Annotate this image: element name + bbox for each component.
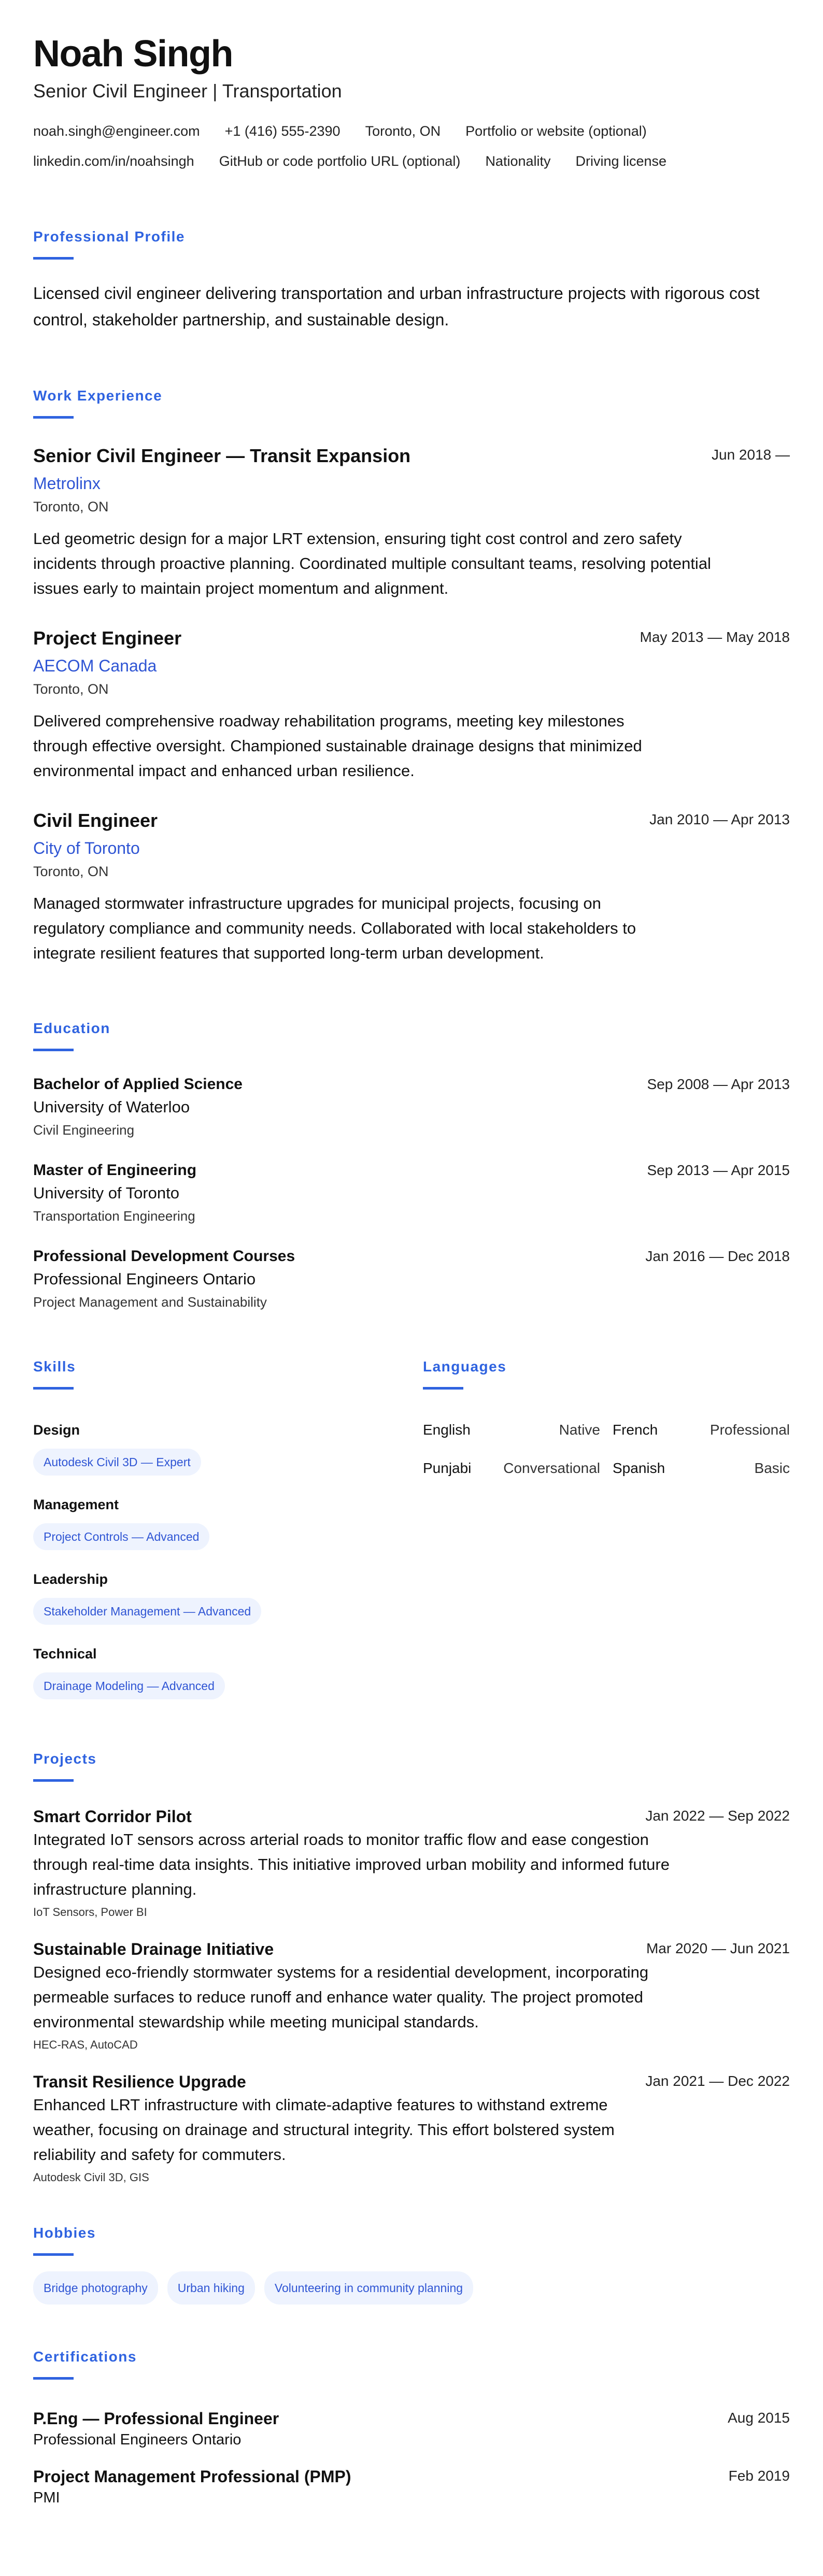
contact-linkedin[interactable]: linkedin.com/in/noahsingh bbox=[33, 153, 194, 169]
section-divider bbox=[33, 2377, 74, 2380]
project-description: Enhanced LRT infrastructure with climate-adaptive features to withstand extreme weather, focusing on drainage and structural integrity. This effort bolstered system reliability and safety for commuters. bbox=[33, 2096, 615, 2164]
job-title: Project Engineer bbox=[33, 627, 182, 649]
education-date: Sep 2013 — Apr 2015 bbox=[647, 1162, 790, 1178]
degree: Master of Engineering bbox=[33, 1162, 197, 1179]
certification-entry bbox=[33, 2466, 790, 2508]
job-company: Metrolinx bbox=[33, 474, 101, 493]
section-title: Languages bbox=[423, 1358, 507, 1375]
experience-section bbox=[33, 387, 790, 966]
certification-date: Feb 2019 bbox=[728, 2468, 790, 2484]
education-entry bbox=[33, 1074, 790, 1140]
skill-group-name: Technical bbox=[33, 1646, 97, 1662]
job-company: City of Toronto bbox=[33, 839, 140, 857]
project-tags: HEC-RAS, AutoCAD bbox=[33, 2038, 138, 2051]
project-entry bbox=[33, 2071, 790, 2188]
field-of-study: Civil Engineering bbox=[33, 1122, 135, 1138]
project-description: Integrated IoT sensors across arterial roads to monitor traffic flow and ease congestion through real-time data insights. This initiative improved urban mobility and informed future infrastructure planning. bbox=[33, 1830, 670, 1898]
section-divider bbox=[33, 1387, 74, 1390]
section-divider bbox=[33, 1049, 74, 1051]
education-section bbox=[33, 1020, 790, 1312]
projects-section bbox=[33, 1750, 790, 2188]
contact-list bbox=[33, 116, 790, 176]
hobby-chip: Bridge photography bbox=[33, 2271, 158, 2305]
hobbies-section bbox=[33, 2224, 790, 2305]
language-level: Basic bbox=[754, 1460, 790, 1476]
section-title: Certifications bbox=[33, 2349, 137, 2365]
section-divider bbox=[33, 257, 74, 260]
job-location: Toronto, ON bbox=[33, 499, 109, 514]
section-title: Skills bbox=[33, 1358, 76, 1375]
language-level: Professional bbox=[710, 1422, 790, 1438]
section-title: Professional Profile bbox=[33, 228, 185, 245]
skill-group-name: Design bbox=[33, 1422, 80, 1438]
candidate-title: Senior Civil Engineer | Transportation bbox=[33, 80, 342, 102]
job-title: Senior Civil Engineer — Transit Expansion bbox=[33, 445, 411, 466]
section-divider bbox=[423, 1387, 463, 1390]
skill-chip: Project Controls — Advanced bbox=[33, 1523, 209, 1550]
certification-issuer: PMI bbox=[33, 2489, 60, 2506]
certification-issuer: Professional Engineers Ontario bbox=[33, 2431, 242, 2448]
job-date: Jun 2018 — bbox=[712, 447, 790, 463]
project-date: Jan 2022 — Sep 2022 bbox=[645, 1808, 790, 1824]
contact-license: Driving license bbox=[575, 153, 667, 169]
contact-email[interactable]: noah.singh@engineer.com bbox=[33, 123, 200, 139]
language-name: French bbox=[613, 1422, 658, 1438]
section-divider bbox=[33, 2253, 74, 2256]
school: University of Toronto bbox=[33, 1184, 179, 1202]
project-date: Jan 2021 — Dec 2022 bbox=[645, 2073, 790, 2089]
certification-title: Project Management Professional (PMP) bbox=[33, 2467, 351, 2486]
contact-location: Toronto, ON bbox=[365, 123, 441, 139]
field-of-study: Transportation Engineering bbox=[33, 1208, 195, 1224]
certification-entry bbox=[33, 2408, 790, 2450]
profile-section bbox=[33, 228, 790, 333]
contact-phone[interactable]: +1 (416) 555-2390 bbox=[224, 123, 340, 139]
project-title: Transit Resilience Upgrade bbox=[33, 2072, 246, 2091]
section-divider bbox=[33, 1779, 74, 1782]
section-title: Education bbox=[33, 1020, 110, 1036]
skills-section bbox=[33, 1358, 423, 1699]
contact-website[interactable]: Portfolio or website (optional) bbox=[465, 123, 647, 139]
language-name: English bbox=[423, 1422, 471, 1438]
contact-nationality: Nationality bbox=[485, 153, 551, 169]
job-location: Toronto, ON bbox=[33, 864, 109, 879]
job-company: AECOM Canada bbox=[33, 656, 157, 675]
education-date: Jan 2016 — Dec 2018 bbox=[645, 1248, 790, 1264]
project-description: Designed eco-friendly stormwater systems for a residential development, incorporating permeable surfaces to reduce runoff and enhance water quality. The project promoted environmental stewardship while meeting municipal standards. bbox=[33, 1963, 649, 2031]
hobby-chip: Urban hiking bbox=[167, 2271, 255, 2305]
language-item bbox=[423, 1459, 600, 1478]
job-date: Jan 2010 — Apr 2013 bbox=[649, 811, 790, 827]
section-title: Projects bbox=[33, 1751, 97, 1767]
degree: Bachelor of Applied Science bbox=[33, 1076, 243, 1093]
skill-group-name: Management bbox=[33, 1497, 119, 1512]
degree: Professional Development Courses bbox=[33, 1248, 295, 1265]
language-item bbox=[423, 1421, 600, 1439]
school: University of Waterloo bbox=[33, 1098, 190, 1116]
project-title: Smart Corridor Pilot bbox=[33, 1807, 192, 1826]
section-divider bbox=[33, 416, 74, 419]
profile-text: Licensed civil engineer delivering transportation and urban infrastructure projects with rigorous cost control, stakeholder partnership, and sustainable design. bbox=[33, 284, 760, 329]
certification-title: P.Eng — Professional Engineer bbox=[33, 2409, 279, 2428]
skill-group-name: Leadership bbox=[33, 1571, 108, 1587]
education-entry bbox=[33, 1246, 790, 1312]
project-entry bbox=[33, 1938, 790, 2055]
section-title: Hobbies bbox=[33, 2225, 96, 2241]
field-of-study: Project Management and Sustainability bbox=[33, 1294, 267, 1310]
skills-languages-row bbox=[33, 1358, 790, 1699]
language-list bbox=[423, 1421, 790, 1478]
section-title: Work Experience bbox=[33, 388, 163, 404]
skill-chip: Autodesk Civil 3D — Expert bbox=[33, 1449, 201, 1476]
education-date: Sep 2008 — Apr 2013 bbox=[647, 1076, 790, 1092]
languages-section bbox=[423, 1358, 790, 1699]
job-date: May 2013 — May 2018 bbox=[640, 629, 790, 645]
language-name: Spanish bbox=[613, 1460, 665, 1476]
job-description: Led geometric design for a major LRT extension, ensuring tight cost control and zero safety incidents through proactive planning. Coordinated multiple consultant teams, resolving potential issues early to maintain project momentum and alignment. bbox=[33, 529, 711, 597]
certification-date: Aug 2015 bbox=[728, 2410, 790, 2426]
project-title: Sustainable Drainage Initiative bbox=[33, 1940, 274, 1958]
job-title: Civil Engineer bbox=[33, 810, 158, 831]
language-level: Native bbox=[559, 1422, 600, 1438]
project-entry bbox=[33, 1806, 790, 1923]
job-entry bbox=[33, 445, 790, 601]
job-location: Toronto, ON bbox=[33, 681, 109, 697]
language-level: Conversational bbox=[503, 1460, 600, 1476]
hobby-chip: Volunteering in community planning bbox=[264, 2271, 473, 2305]
hobby-list bbox=[33, 2271, 790, 2305]
contact-github[interactable]: GitHub or code portfolio URL (optional) bbox=[219, 153, 461, 169]
skill-chip: Stakeholder Management — Advanced bbox=[33, 1598, 261, 1625]
job-description: Managed stormwater infrastructure upgrades for municipal projects, focusing on regulatory compliance and community needs. Collaborated with local stakeholders to integrate resilient features that supported long-term urban development. bbox=[33, 894, 636, 962]
project-tags: IoT Sensors, Power BI bbox=[33, 1906, 147, 1919]
project-tags: Autodesk Civil 3D, GIS bbox=[33, 2171, 149, 2184]
job-entry bbox=[33, 809, 790, 966]
language-item bbox=[613, 1421, 790, 1439]
project-date: Mar 2020 — Jun 2021 bbox=[646, 1940, 790, 1956]
job-description: Delivered comprehensive roadway rehabilitation programs, meeting key milestones through effective oversight. Championed sustainable drainage designs that minimized environmental impact and enhanced urban resilience. bbox=[33, 712, 642, 780]
job-entry bbox=[33, 627, 790, 783]
education-entry bbox=[33, 1160, 790, 1226]
school: Professional Engineers Ontario bbox=[33, 1270, 256, 1288]
skill-chip: Drainage Modeling — Advanced bbox=[33, 1672, 225, 1699]
certifications-section bbox=[33, 2348, 790, 2508]
language-item bbox=[613, 1459, 790, 1478]
candidate-name: Noah Singh bbox=[33, 33, 233, 75]
language-name: Punjabi bbox=[423, 1460, 472, 1476]
